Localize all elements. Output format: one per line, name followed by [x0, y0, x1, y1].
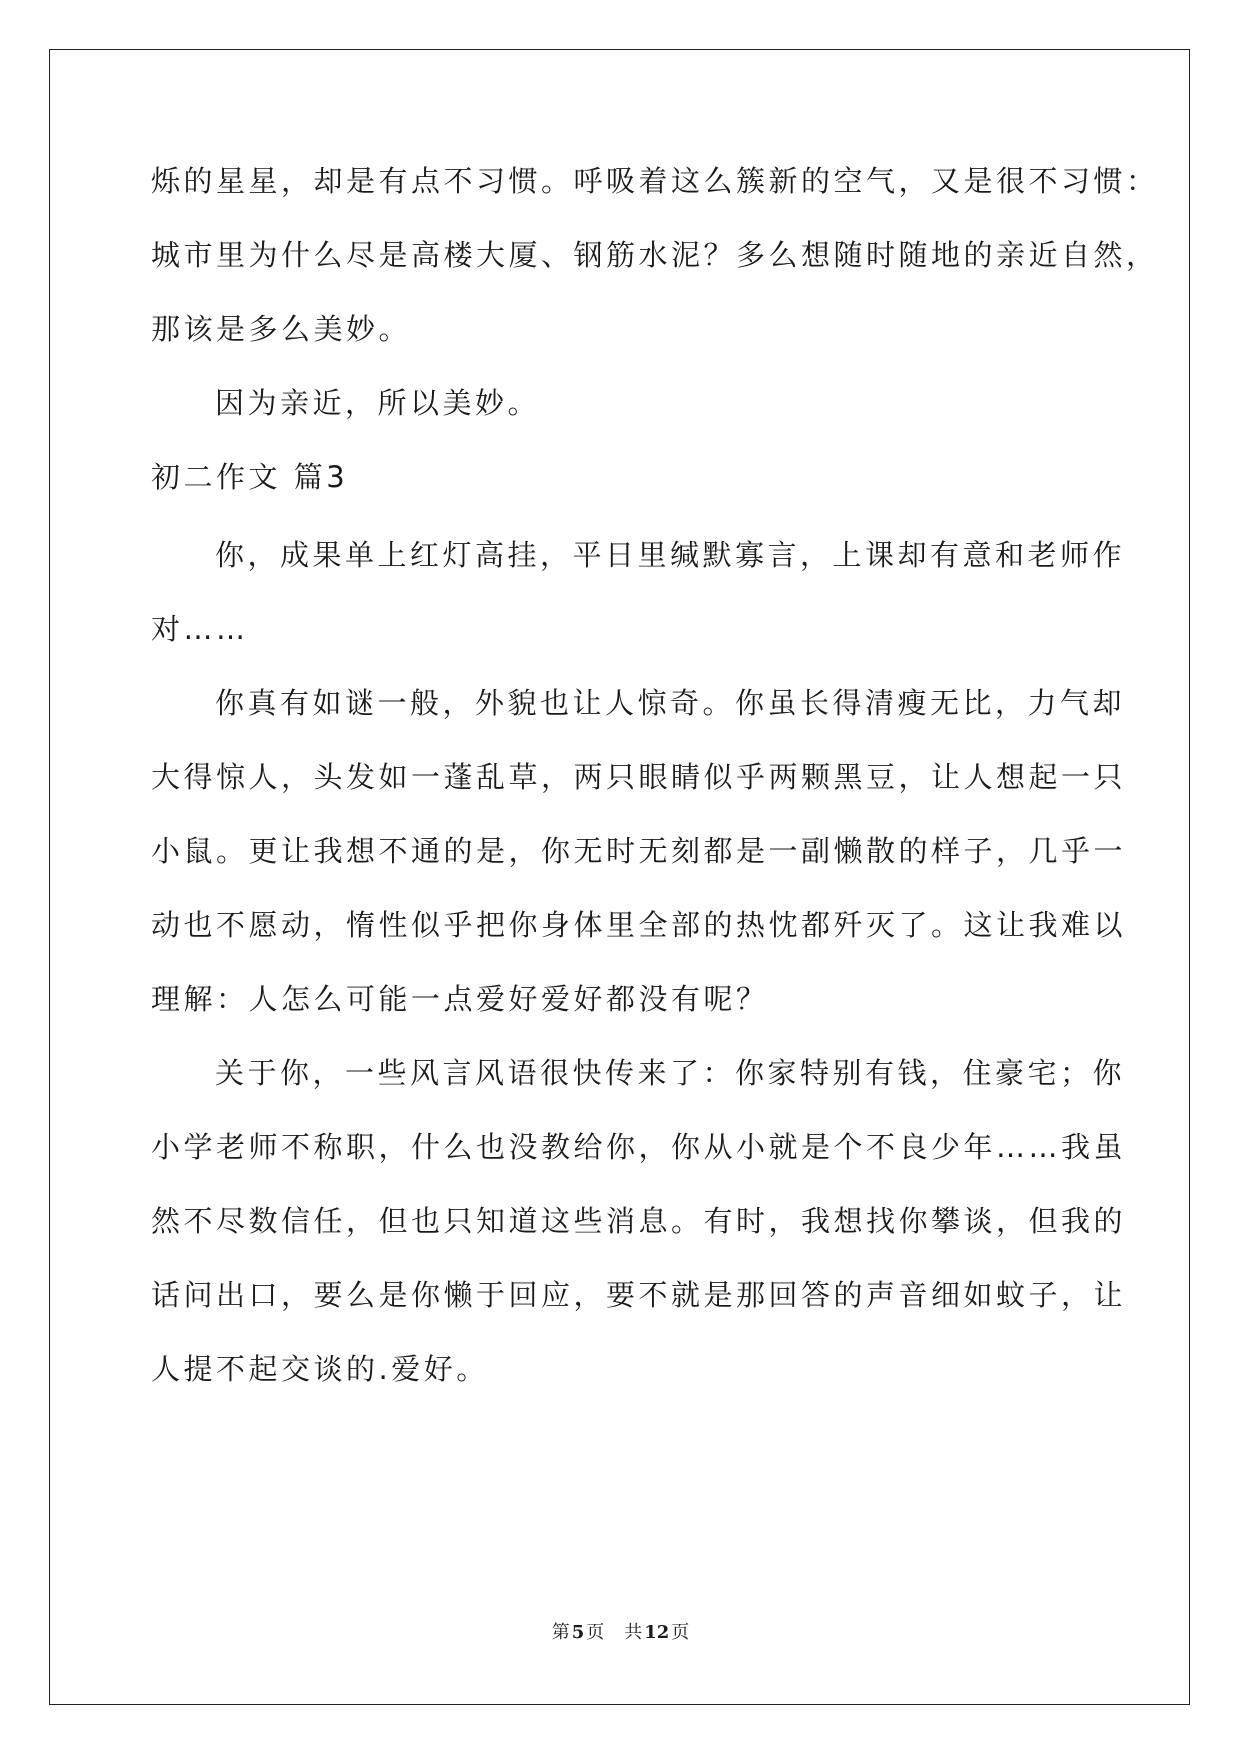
text-line: 动也不愿动，惰性似乎把你身体里全部的热忱都歼灭了。这让我难以 [151, 908, 1127, 942]
text-line: 那该是多么美妙。 [151, 312, 412, 346]
footer-total-suffix: 页 [671, 1622, 690, 1643]
page-border [49, 49, 1190, 1705]
text-line: 大得惊人，头发如一蓬乱草，两只眼睛似乎两颗黑豆，让人想起一只 [151, 760, 1127, 794]
current-page-number: 5 [571, 1622, 585, 1643]
footer-prefix: 第 [551, 1622, 570, 1643]
text-line: 小鼠。更让我想不通的是，你无时无刻都是一副懒散的样子，几乎一 [151, 834, 1127, 868]
text-line: 话问出口，要么是你懒于回应，要不就是那回答的声音细如蚊子，让 [151, 1278, 1127, 1312]
section-heading: 初二作文 篇3 [151, 460, 349, 494]
text-line: 人提不起交谈的.爱好。 [151, 1352, 489, 1386]
text-line: 烁的星星，却是有点不习惯。呼吸着这么簇新的空气，又是很不习惯： [151, 164, 1159, 198]
text-line: 你真有如谜一般，外貌也让人惊奇。你虽长得清瘦无比，力气却 [215, 686, 1126, 720]
text-line: 关于你，一些风言风语很快传来了：你家特别有钱，住豪宅；你 [215, 1056, 1126, 1090]
footer-page-word: 页 [586, 1622, 605, 1643]
text-line: 对…… [151, 612, 249, 646]
total-pages-number: 12 [644, 1622, 670, 1643]
text-line: 然不尽数信任，但也只知道这些消息。有时，我想找你攀谈，但我的 [151, 1204, 1127, 1238]
text-line: 理解：人怎么可能一点爱好爱好都没有呢？ [151, 982, 769, 1016]
text-line: 城市里为什么尽是高楼大厦、钢筋水泥？多么想随时随地的亲近自然， [151, 238, 1159, 272]
text-line: 小学老师不称职，什么也没教给你，你从小就是个不良少年……我虽 [151, 1130, 1127, 1164]
text-line: 因为亲近，所以美妙。 [215, 386, 541, 420]
page-footer [0, 1618, 1241, 1644]
text-line: 你，成果单上红灯高挂，平日里缄默寡言，上课却有意和老师作 [215, 538, 1126, 572]
footer-total-prefix: 共 [624, 1622, 643, 1643]
